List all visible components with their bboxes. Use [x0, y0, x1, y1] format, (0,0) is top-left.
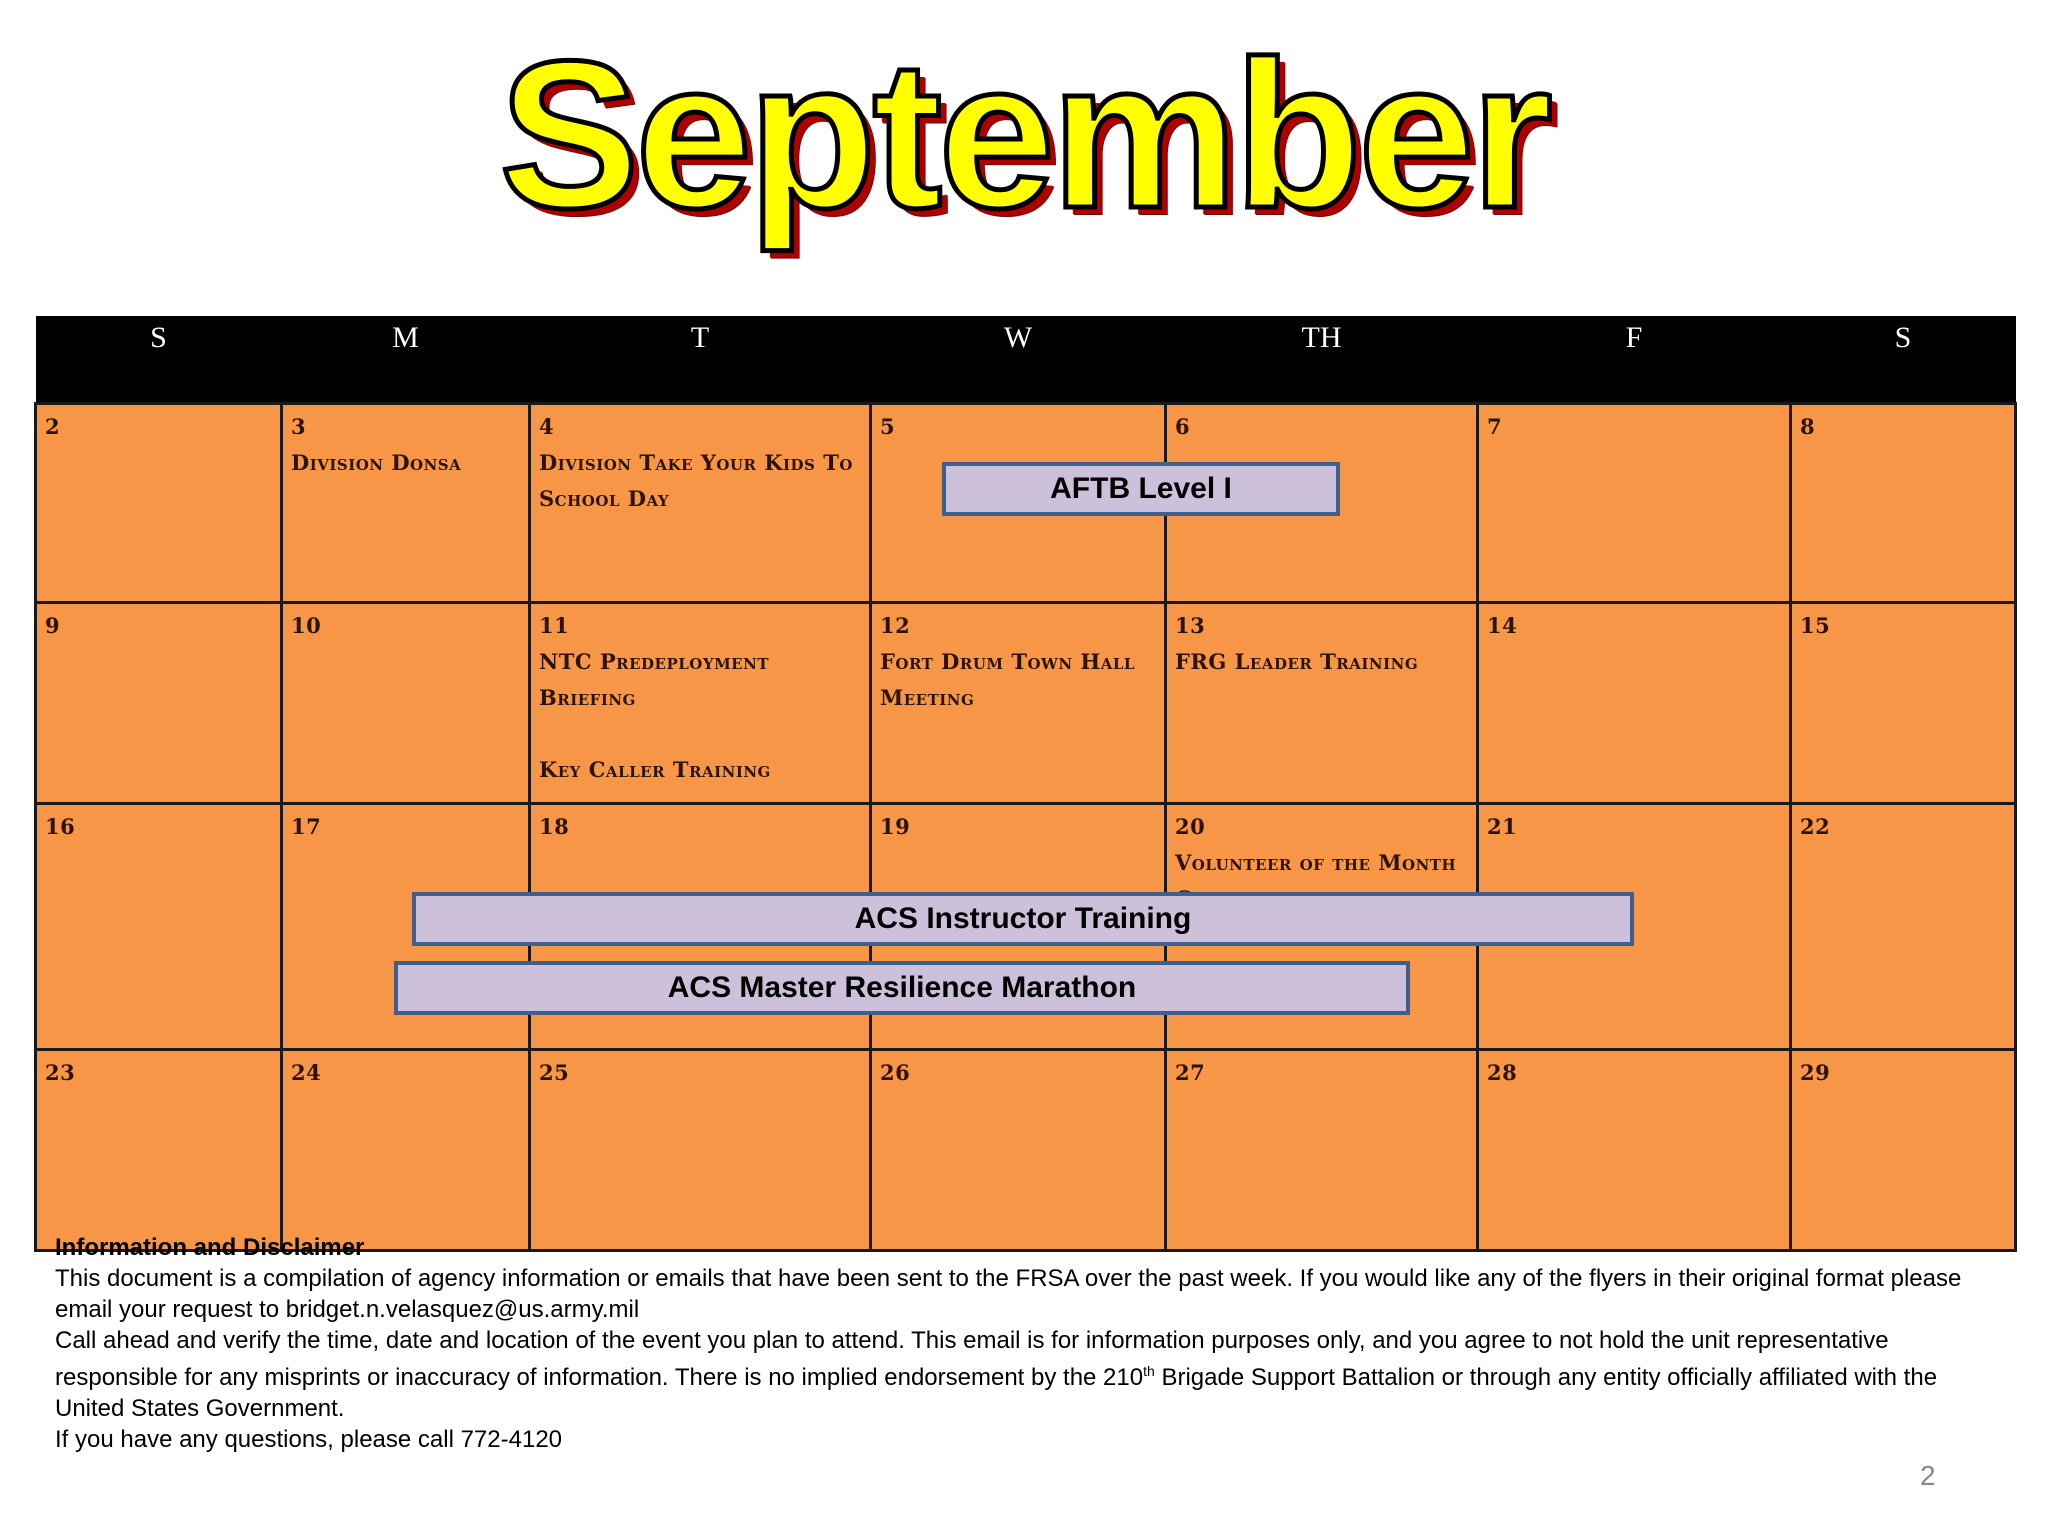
day-number: 7	[1487, 414, 1503, 439]
day-cell	[530, 404, 871, 603]
day-number: 28	[1487, 1060, 1518, 1085]
disclaimer-text: This document is a compilation of agency information or emails that have been sent to the FRSA over the past week. If you would like any of the flyers in their original format please email your request to bridget.n.velasquez@us.army.mil	[55, 1265, 1962, 1323]
disclaimer-text	[55, 1325, 1995, 1424]
page-number: 2	[1920, 1460, 1936, 1491]
day-cell	[282, 404, 530, 603]
day-cell	[36, 603, 282, 804]
week-row	[36, 1050, 2016, 1251]
event-text: NTC Predeployment Briefing	[539, 649, 769, 710]
weekday-label: S	[36, 316, 282, 404]
day-number: 23	[45, 1060, 76, 1085]
event-text: Division Donsa	[291, 450, 462, 475]
weekday-label: F	[1478, 316, 1791, 404]
ordinal-suffix: th	[1143, 1363, 1155, 1379]
day-cell	[1166, 603, 1478, 804]
day-number: 29	[1800, 1060, 1831, 1085]
calendar-grid	[34, 316, 2017, 1252]
day-number: 19	[880, 814, 911, 839]
disclaimer-text-part: Call ahead and verify the time, date and location of the event you plan to attend. This email is for information purposes only, and you agree to not hold the unit representative responsible for any misprints or inaccuracy of information. There is no implied endorsement by the 210	[55, 1327, 1889, 1391]
day-number: 11	[539, 613, 570, 638]
month-title: September	[499, 17, 1549, 252]
day-cell	[36, 404, 282, 603]
event-banner-aftb: AFTB Level I	[942, 462, 1340, 516]
day-cell	[1478, 1050, 1791, 1251]
day-number: 10	[291, 613, 322, 638]
day-number: 4	[539, 414, 555, 439]
day-number: 26	[880, 1060, 911, 1085]
event-banner-acs-master-resilience: ACS Master Resilience Marathon	[394, 961, 1410, 1015]
day-number: 18	[539, 814, 570, 839]
disclaimer-contact: If you have any questions, please call 772-4120	[55, 1426, 563, 1453]
day-cell	[1791, 404, 2016, 603]
day-cell	[1478, 603, 1791, 804]
day-cell	[1791, 603, 2016, 804]
day-cell	[530, 603, 871, 804]
event-text: Fort Drum Town Hall Meeting	[880, 649, 1135, 710]
event-text: Key Caller Training	[539, 757, 771, 782]
day-cell	[871, 1050, 1166, 1251]
day-cell	[282, 603, 530, 804]
day-number: 14	[1487, 613, 1518, 638]
day-number: 6	[1175, 414, 1191, 439]
day-cell	[282, 1050, 530, 1251]
week-row	[36, 603, 2016, 804]
day-number: 21	[1487, 814, 1518, 839]
day-cell	[530, 1050, 871, 1251]
weekday-label: T	[530, 316, 871, 404]
day-number: 27	[1175, 1060, 1206, 1085]
day-number: 5	[880, 414, 896, 439]
day-number: 13	[1175, 613, 1206, 638]
day-number: 3	[291, 414, 307, 439]
day-number: 17	[291, 814, 322, 839]
day-number: 16	[45, 814, 76, 839]
day-number: 20	[1175, 814, 1206, 839]
disclaimer-heading: Information and Disclaimer	[55, 1234, 365, 1261]
day-number: 8	[1800, 414, 1816, 439]
day-cell	[36, 1050, 282, 1251]
day-cell	[1791, 804, 2016, 1050]
day-number: 2	[45, 414, 61, 439]
day-cell	[1791, 1050, 2016, 1251]
day-number: 24	[291, 1060, 322, 1085]
event-text: Division Take Your Kids To School Day	[539, 450, 853, 511]
day-number: 22	[1800, 814, 1831, 839]
day-number: 12	[880, 613, 911, 638]
day-number: 15	[1800, 613, 1831, 638]
weekday-label: M	[282, 316, 530, 404]
event-spacer	[539, 716, 861, 752]
day-number: 25	[539, 1060, 570, 1085]
event-banner-acs-instructor-training: ACS Instructor Training	[412, 892, 1634, 946]
disclaimer-text-part: Brigade Support Battalion or through any entity officially affiliated with the United States Government.	[55, 1364, 1938, 1422]
day-number: 9	[45, 613, 61, 638]
day-cell	[36, 804, 282, 1050]
event-text: Volunteer of the Month	[1175, 850, 1457, 875]
day-cell	[1166, 1050, 1478, 1251]
weekday-label: TH	[1166, 316, 1478, 404]
weekday-header	[36, 316, 2016, 404]
event-text: FRG Leader Training	[1175, 649, 1419, 674]
day-cell	[1478, 404, 1791, 603]
weekday-label: W	[871, 316, 1166, 404]
disclaimer	[55, 1232, 1995, 1455]
weekday-label: S	[1791, 316, 2016, 404]
day-cell	[871, 603, 1166, 804]
